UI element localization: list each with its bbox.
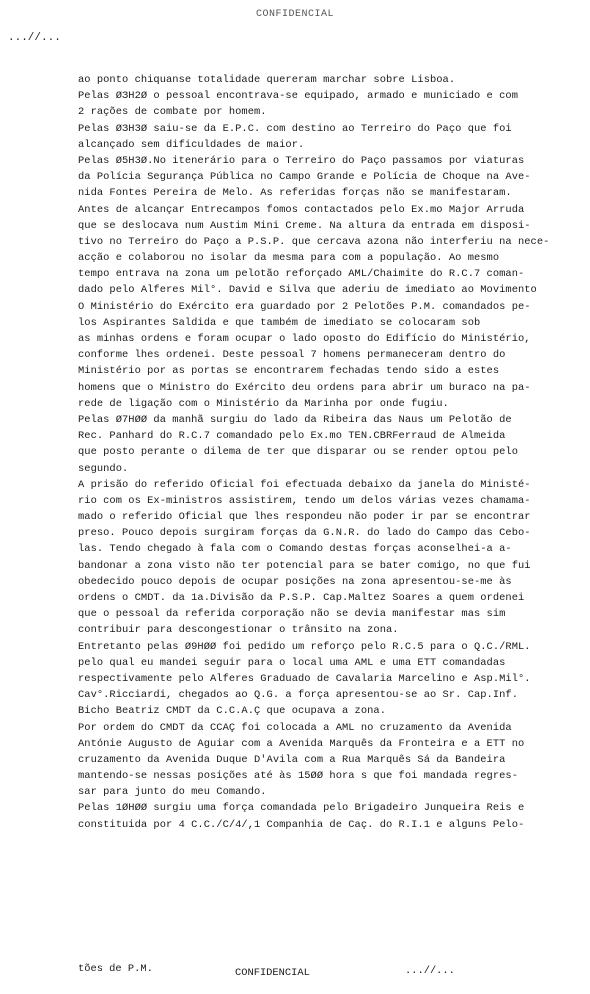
text-line: que se deslocava num Austim Mini Creme. Na altura da entrada em disposi- xyxy=(78,219,531,232)
footer-last-text-line: tões de P.M. xyxy=(78,963,153,975)
text-line: Antes de alcançar Entrecampos fomos contactados pelo Ex.mo Major Arruda xyxy=(78,203,525,216)
text-line: conforme lhes ordenei. Deste pessoal 7 homens permaneceram dentro do xyxy=(78,349,506,362)
text-line: obedecido pouco depois de ocupar posições na zona apresentou-se-me às xyxy=(78,575,512,588)
text-line: Pelas ØЗН3Ø saiu-se da E.P.C. com destino ao Terreiro do Paço que foi xyxy=(78,122,512,135)
text-line: Pelas ØЗН2Ø o pessoal encontrava-se equipado, armado e municiado e com xyxy=(78,90,518,103)
text-line: alcançado sem dificuldades de maior. xyxy=(78,138,305,151)
text-line: constituida por 4 C.C./C/4/,1 Companhia de Caç. do R.I.1 e alguns Pelo- xyxy=(78,818,525,831)
text-line: rio com os Ex-ministros assistirem, tendo um delos várias vezes chamama- xyxy=(78,494,531,507)
text-line: Por ordem do CMDT da CCAÇ foi colocada a AML no cruzamento da Avenida xyxy=(78,721,512,734)
text-line: respectivamente pelo Alferes Graduado de Cavalaria Marcelino e Asp.Mil°. xyxy=(78,672,531,685)
text-line: preso. Pouco depois surgiram forças da G.N.R. do lado do Campo das Cebo- xyxy=(78,527,531,540)
text-line: acção e colaborou no isolar da mesma para com a população. Ao mesmo xyxy=(78,252,500,265)
text-line: ordens o CMDT. da 1a.Divisão da P.S.P. Cap.Maltez Soares a quem ordenei xyxy=(78,592,525,604)
text-line: los Aspirantes Saldida e que também de imediato se colocaram sob xyxy=(78,316,481,329)
text-line: cruzamento da Avenida Duque D'Avila com a Rua Marquês Sá da Bandeira xyxy=(78,753,506,766)
text-line: mantendo-se nessas posições até às 15ØØ hora s que foi mandada regres- xyxy=(78,770,518,783)
text-line: Cav°.Ricciardi, chegados ao Q.G. a força apresentou-se ao Sr. Cap.Inf. xyxy=(78,689,518,702)
text-line: Pelas 1ØHØØ surgiu uma força comandada pelo Brigadeiro Junqueira Reis e xyxy=(78,802,525,815)
header-classification: CONFIDENCIAL xyxy=(255,9,334,20)
text-line: segundo. xyxy=(78,462,129,475)
text-line: Entretanto pelas Ø9HØØ foi pedido um reforço pelo R.C.5 para o Q.C./RML. xyxy=(78,640,531,653)
text-line: sar para junto do meu Comando. xyxy=(78,786,267,799)
text-line: contribuir para descongestionar o trânsito na zona. xyxy=(78,624,399,637)
text-line: Ministério por as portas se encontrarem fechadas tendo sido a estes xyxy=(78,365,500,378)
text-line: da Polícia Segurança Pública no Campo Grande e Polícia de Choque na Ave- xyxy=(78,171,531,184)
text-line: bandonar a zona visto não ter potencial para se bater comigo, no que fui xyxy=(78,559,531,572)
text-line: pelo qual eu mandei seguir para o local uma AML e uma ETT comandadas xyxy=(78,656,506,669)
text-line: mado o referido Oficial que lhes respondeu não poder ir par se encontrar xyxy=(78,511,531,524)
text-line: as minhas ordens e foram ocupar o lado oposto do Edifício do Ministério, xyxy=(78,333,531,345)
text-line: tivo no Terreiro do Paço a P.S.P. que cercava azona não interferiu na nece- xyxy=(78,235,550,248)
text-line: las. Tendo chegado à fala com o Comando destas forças aconselhei-a a- xyxy=(78,543,512,556)
footer-classification: CONFIDENCIAL xyxy=(235,967,310,979)
text-line: dado pelo Alferes Mil°. David e Silva que aderiu de imediato ao Movimento xyxy=(78,284,537,297)
text-line: Bicho Beatriz CMDT da C.C.A.Ç que ocupava a zona. xyxy=(78,705,386,718)
document-body xyxy=(78,72,580,833)
text-line: ao ponto chiquanse totalidade quereram marchar sobre Lisboa. xyxy=(78,74,456,86)
text-line: Antónie Augusto de Aguiar com a Avenida Marquês da Fronteira e a ETT no xyxy=(78,737,525,750)
footer-continuation-mark: ...//... xyxy=(405,965,455,977)
text-line: que o pessoal da referida corporação não se devia manifestar mas sim xyxy=(78,608,506,621)
text-line: nida Fontes Pereira de Melo. As referidas forças não se manifestaram. xyxy=(78,187,512,200)
text-line: que posto perante o dilema de ter que disparar ou se render optou pelo xyxy=(78,446,518,459)
text-line: rede de ligação com o Ministério da Marinha por onde fugiu. xyxy=(78,397,449,410)
page-footer xyxy=(0,963,590,979)
text-line: A prisão do referido Oficial foi efectuada debaixo da janela do Ministé- xyxy=(78,478,531,491)
text-line: tempo entrava na zona um pelotão reforçado AML/Chaimite do R.C.7 coman- xyxy=(78,268,525,281)
text-line: 2 rações de combate por homem. xyxy=(78,106,267,119)
text-line: Pelas Ø7HØØ da manhã surgiu do lado da Ribeira das Naus um Pelotão de xyxy=(78,413,512,426)
header-continuation-mark: ...//... xyxy=(8,32,61,44)
text-line: O Ministério do Exército era guardado por 2 Pelotões P.M. comandados pe- xyxy=(78,300,531,313)
text-line: homens que o Ministro do Exército deu ordens para abrir um buraco na pa- xyxy=(78,381,531,394)
text-line: Rec. Panhard do R.C.7 comandado pelo Ex.mo TEN.CBRFerraud de Almeida xyxy=(78,430,506,443)
text-line: Pelas Ø5H3Ø.No itenerário para o Terreiro do Paço passamos por viaturas xyxy=(78,154,525,167)
